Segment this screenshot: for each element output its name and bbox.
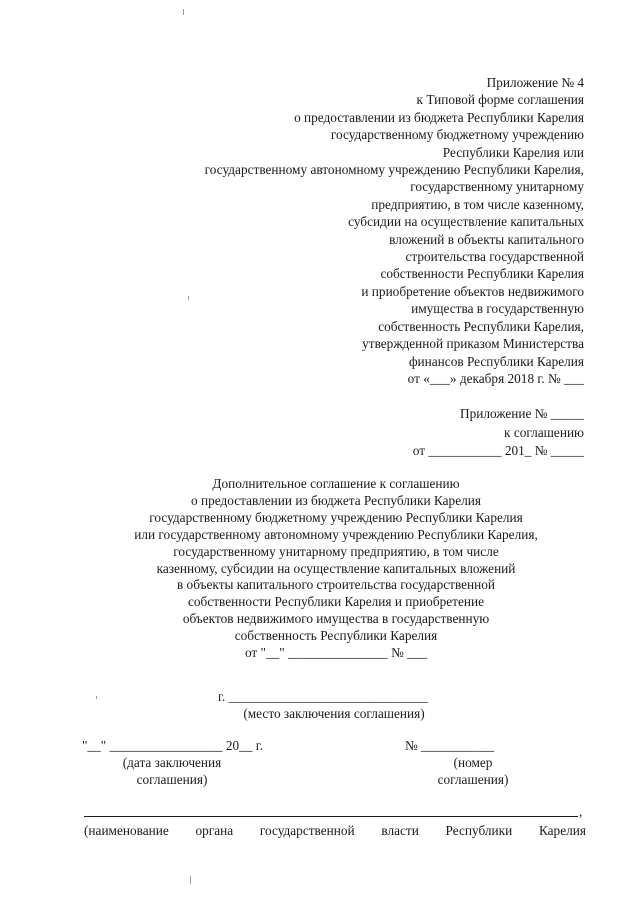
appendix-blank-line: Приложение № _____ [460,406,584,421]
agreement-title [0,476,640,662]
place-of-signing [218,688,450,722]
appendix-4-line: от «___» декабря 2018 г. № ___ [407,370,584,386]
scan-speck [96,696,97,699]
appendix-4-line: Республики Карелия или [442,144,584,160]
authority-name-caption [84,822,586,839]
appendix-blank-line: от ___________ 201_ № _____ [412,443,584,458]
number-line: № ___________ [405,738,495,753]
title-line: государственному унитарному предприятию, в том числе [173,543,499,559]
title-line: собственности Республики Карелия и приобретение [188,594,484,610]
agreement-number [405,737,533,788]
caption-word: Карелия [538,823,586,838]
appendix-blank-line: к соглашению [504,424,584,440]
appendix-4-line: о предоставлении из бюджета Республики Карелия [294,109,584,125]
appendix-4-header [205,74,584,387]
appendix-4-line: Приложение № 4 [486,75,584,90]
title-line: или государственному автономному учреждению Республики Карелия, [134,526,538,542]
appendix-blank-header [413,405,584,461]
appendix-4-line: предприятию, в том числе казенному, [371,196,584,212]
caption-word: (наименование [84,823,169,838]
trailing-comma: , [579,804,583,819]
appendix-4-line: собственности Республики Карелия [380,266,584,282]
appendix-4-line: имущества в государственную [411,301,584,317]
appendix-4-line: к Типовой форме соглашения [416,92,584,108]
appendix-4-line: собственность Республики Карелия, [378,318,584,334]
scan-speck [190,876,191,884]
appendix-4-line: утвержденной приказом Министерства [362,336,584,352]
title-line: объектов недвижимого имущества в государственную [182,611,490,627]
title-line: Дополнительное соглашение к соглашению [212,476,460,491]
title-line: собственность Республики Карелия [234,628,438,644]
title-line: государственному бюджетному учреждению Республики Карелия [149,509,523,525]
appendix-4-line: государственному унитарному [410,179,584,195]
appendix-4-line: финансов Республики Карелия [408,353,584,369]
title-line: казенному, субсидии на осуществление капитальных вложений [156,560,516,576]
caption-word: Республики [445,823,513,838]
number-caption: соглашения) [437,772,509,787]
date-line: "__" _________________ 20__ г. [82,738,264,753]
title-line: о предоставлении из бюджета Республики Карелия [191,492,481,508]
appendix-4-line: вложений в объекты капитального [389,231,584,247]
appendix-4-line: субсидии на осуществление капитальных [348,214,584,230]
authority-name-underline [84,816,578,817]
title-line: от "__" _______________ № ___ [244,645,428,661]
number-caption: (номер [453,755,493,770]
date-caption: (дата заключения [122,755,222,770]
appendix-4-line: и приобретение объектов недвижимого [361,283,584,299]
caption-word: органа [195,823,234,838]
signing-date [82,737,263,788]
scan-speck [183,9,184,15]
appendix-4-line: государственному бюджетному учреждению [330,127,584,143]
caption-word: власти [381,823,419,838]
appendix-4-line: государственному автономному учреждению Республики Карелия, [204,162,584,178]
caption-word: государственной [259,823,355,838]
place-caption: (место заключения соглашения) [243,706,425,721]
place-line: г. ______________________________ [218,689,429,704]
appendix-4-line: строительства государственной [405,249,584,265]
title-line: в объекты капитального строительства государственной [176,577,496,593]
date-caption: соглашения) [136,772,208,787]
scan-speck [188,296,189,300]
